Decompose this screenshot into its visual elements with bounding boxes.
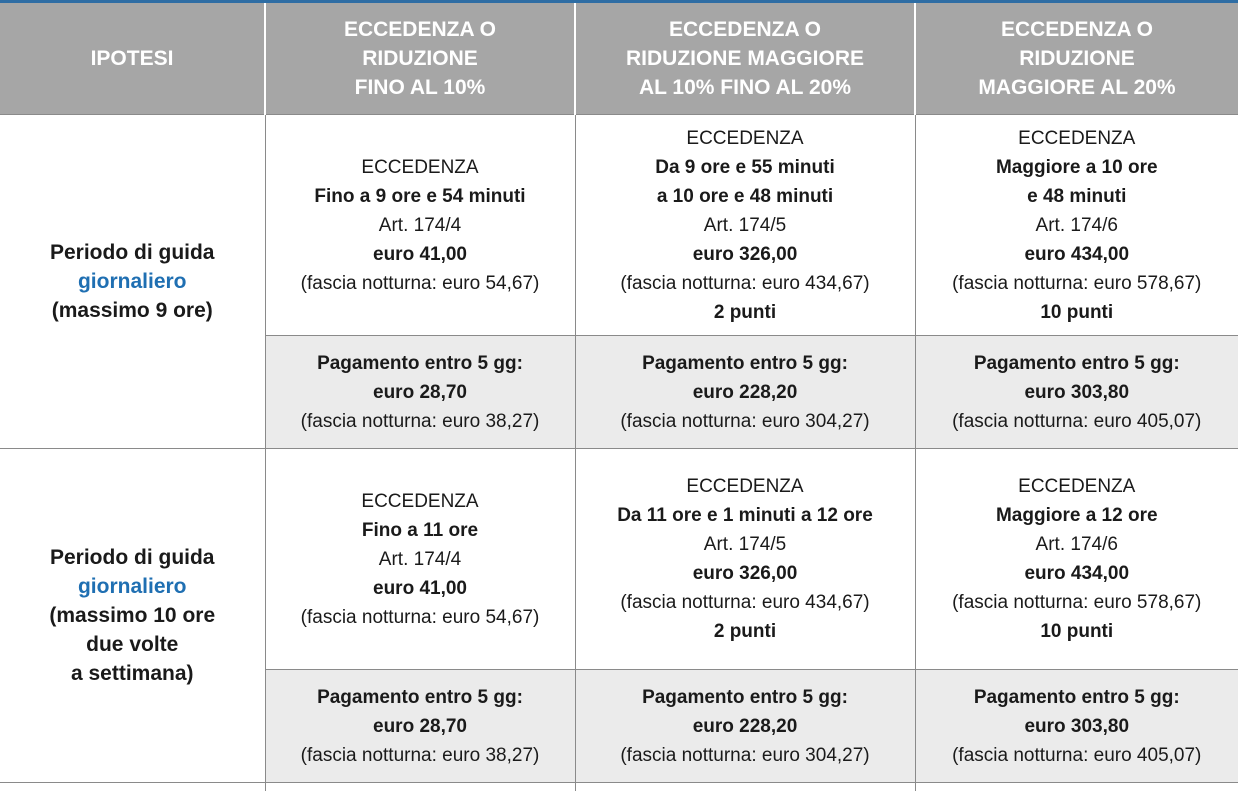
sanction-cell: ECCEDENZA Da 9 ore e 55 minuti a 10 ore e 48 minuti Art. 174/5 euro 326,00 (fascia notturna: euro 434,67) 2 punti [575,115,915,336]
sanction-cell: ECCEDENZA Maggiore a 12 ore Art. 174/6 euro 434,00 (fascia notturna: euro 578,67) 10 punti [915,449,1238,670]
sanction-cell: ECCEDENZA Da 11 ore e 1 minuti a 12 ore Art. 174/5 euro 326,00 (fascia notturna: euro 434,67) 2 punti [575,449,915,670]
sanctions-table [0,3,1238,791]
header-col-1: ECCEDENZA O RIDUZIONE FINO AL 10% [265,3,575,115]
header-col-3: ECCEDENZA O RIDUZIONE MAGGIORE AL 20% [915,3,1238,115]
empty-cell [915,783,1238,792]
empty-cell [0,783,265,792]
table-row [0,115,1238,336]
payment-cell: Pagamento entro 5 gg: euro 28,70 (fascia notturna: euro 38,27) [265,336,575,449]
sanction-cell: ECCEDENZA Fino a 9 ore e 54 minuti Art. 174/4 euro 41,00 (fascia notturna: euro 54,67) [265,115,575,336]
ipotesi-cell: Periodo di guida giornaliero (massimo 9 ore) [0,115,265,449]
table-row-cut [0,783,1238,792]
header-row [0,3,1238,115]
sanction-cell: ECCEDENZA Fino a 11 ore Art. 174/4 euro 41,00 (fascia notturna: euro 54,67) [265,449,575,670]
table-row [0,449,1238,670]
header-col-2: ECCEDENZA O RIDUZIONE MAGGIORE AL 10% FINO AL 20% [575,3,915,115]
payment-cell: Pagamento entro 5 gg: euro 303,80 (fascia notturna: euro 405,07) [915,670,1238,783]
payment-cell: Pagamento entro 5 gg: euro 228,20 (fascia notturna: euro 304,27) [575,670,915,783]
payment-cell: Pagamento entro 5 gg: euro 303,80 (fascia notturna: euro 405,07) [915,336,1238,449]
empty-cell [265,783,575,792]
payment-cell: Pagamento entro 5 gg: euro 228,20 (fascia notturna: euro 304,27) [575,336,915,449]
ipotesi-cell: Periodo di guida giornaliero (massimo 10 ore due volte a settimana) [0,449,265,783]
header-ipotesi: IPOTESI [0,3,265,115]
sanction-cell: ECCEDENZA Maggiore a 10 ore e 48 minuti Art. 174/6 euro 434,00 (fascia notturna: euro 578,67) 10 punti [915,115,1238,336]
empty-cell [575,783,915,792]
payment-cell: Pagamento entro 5 gg: euro 28,70 (fascia notturna: euro 38,27) [265,670,575,783]
